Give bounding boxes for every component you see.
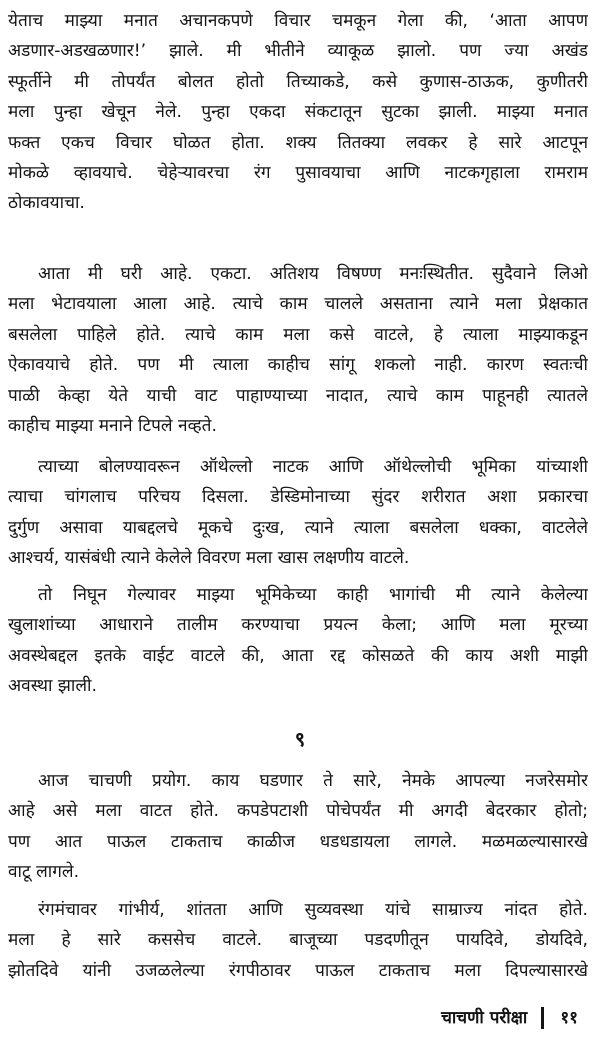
paragraph-4 [8,580,588,702]
text-line: काहीच माझ्या मनाने टिपले नव्हते. [8,415,217,436]
text-line: खुलाशांच्या आधाराने तालीम करण्याचा प्रयत्न केला; आणि मला मूरच्या [8,615,588,636]
paragraph-1 [8,6,588,219]
paragraph-2 [8,259,588,441]
text-line: दुर्गुण असावा याबद्दलचे मूकचे दुःख, त्याने त्याला बसलेला धक्का, वाटलेले [8,517,588,538]
text-line: अडणार-अडखळणार!’ झाले. मी भीतीने व्याकूळ झालो. पण ज्या अखंड [8,41,588,62]
text-line: ठोकावयाचा. [8,193,85,214]
text-line: स्फूर्तीने मी तोपर्यंत बोलत होतो तिच्याकडे, कसे कुणास-ठाऊक, कुणीतरी [8,71,588,92]
paragraph-5 [8,766,588,888]
text-line: मला भेटावयाला आला आहे. त्याचे काम चालले असताना त्याने मला प्रेक्षकात [8,294,588,315]
text-line: बसलेला पाहिले होते. त्याचे काम मला कसे वाटले, हे त्याला माझ्याकडून [8,324,588,345]
text-line: आता मी घरी आहे. एकटा. अतिशय विषण्ण मनःस्थितीत. सुदैवाने लिओ [38,264,588,284]
text-line: येताच माझ्या मनात अचानकपणे विचार चमकून गेला की, ‘आता आपण [8,11,588,31]
page-footer [441,1004,578,1032]
running-title: चाचणी परीक्षा [441,1008,528,1028]
text-line: फक्त एकच विचार घोळत होता. शक्य तितक्या लवकर हे सारे आटपून [8,132,588,153]
text-line: मला पुन्हा खेचून नेले. पुन्हा एकदा संकटातून सुटका झाली. माझ्या मनात [8,102,588,123]
text-line: त्याचा चांगलाच परिचय दिसला. डेस्डिमोनाच्या सुंदर शरीरात अशा प्रकारचा [8,487,588,508]
text-line: आज चाचणी प्रयोग. काय घडणार ते सारे, नेमके आपल्या नजरेसमोर [38,771,588,791]
text-line: पण आत पाऊल टाकताच काळीज धडधडायला लागले. मळमळल्यासारखे [8,831,588,852]
text-line: अवस्थेबद्दल इतके वाईट वाटले की, आता रद्द कोसळते की काय अशी माझी [8,645,588,666]
paragraph-3 [8,452,588,574]
text-line: पाळी केव्हा येते याची वाट पाहाण्याच्या नादात, त्याचे काम पाहूनही त्यातले [8,385,588,406]
text-line: ऐकावयाचे होते. पण मी त्याला काहीच सांगू शकलो नाही. कारण स्वतःची [8,355,588,376]
footer-separator [541,1007,544,1029]
page-number: ११ [560,1008,578,1028]
text-line: झोतदिवे यांनी उजळलेल्या रंगपीठावर पाऊल टाकताच मला दिपल्यासारखे [8,960,588,981]
text-line: वाटू लागले. [8,862,80,883]
text-line: तो निघून गेल्यावर माझ्या भूमिकेच्या काही भागांची मी त्याने केलेल्या [38,585,588,605]
paragraph-6 [8,895,588,986]
text-line: मला हे सारे कससेच वाटले. बाजूच्या पडदणीतून पायदिवे, डोयदिवे, [8,930,588,951]
text-line: आहे असे मला वाटत होते. कपडेपटाशी पोचेपर्यंत मी अगदी बेदरकार होतो; [8,801,588,822]
text-line: आश्चर्य, यासंबंधी त्याने केलेले विवरण मला खास लक्षणीय वाटले. [8,548,410,569]
text-line: त्याच्या बोलण्यावरून ऑथेल्लो नाटक आणि ऑथेल्लोची भूमिका यांच्याशी [38,457,588,477]
text-line: अवस्था झाली. [8,676,97,697]
text-line: रंगमंचावर गांभीर्य, शांतता आणि सुव्यवस्था यांचे साम्राज्य नांदत होते. [38,900,588,920]
chapter-number: ९ [294,727,306,751]
text-line: मोकळे व्हावयाचे. चेहेऱ्यावरचा रंग पुसावयाचा आणि नाटकगृहाला रामराम [8,162,588,183]
